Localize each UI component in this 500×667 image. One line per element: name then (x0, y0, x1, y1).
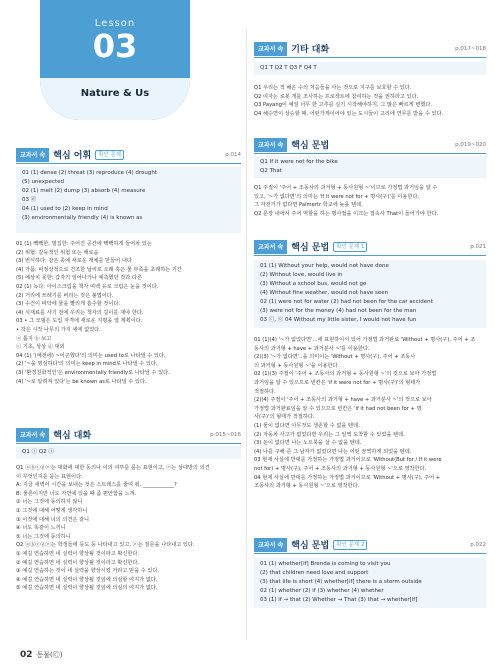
lesson-label: Lesson (94, 18, 136, 29)
section-head-grammar-3 (254, 536, 486, 554)
explanation-line: 사(구)'의 형태가 적절하다. (254, 414, 315, 421)
answer-line: 03 (1) if → that (2) Whether → That (3) that → whether[if] (260, 597, 418, 603)
explanation-line: A: 지금 새벽이 시간을 보내는 것은 스트레스를 줄여 줘. ____________? (16, 482, 177, 489)
dialogue-answer-box (16, 446, 241, 459)
answer-line: 02 (1) were not for water (2) had not been for the car accident (260, 299, 433, 305)
explanation-line: (3) 돈이 없다면 나는 노트북을 살 수 없을 텐데. (254, 440, 362, 447)
section-tag: 교과서 속 (254, 42, 287, 56)
explanation-line: (2) '~을 명심하다'의 의미는 keep in mind로 나타낼 수 있다. (16, 361, 158, 368)
page-footer (20, 650, 63, 660)
explanation-line: (4) '~로 알려져 있다'는 be known as로 나타낼 수 있다. (16, 378, 147, 385)
grammar-3-answer-box (254, 558, 486, 608)
section-title: 핵심 문법 (291, 243, 330, 253)
explanation-line: 01 (1)(4) '~가 없었다면'...에 표현하이서 있어 가정법 과거완료 'Without + 명사(구), 주어 + 조 (254, 337, 476, 343)
explanation-line: 04 현재 사실에 반대를 가정하는 가정법 과거이므로 'Without + 명사(구), 주어 + (254, 474, 441, 481)
explanation-line: ② 예길 연습하면 네 실력이 향상될 것이라고 확신한다. (16, 559, 140, 566)
vocab-answer-box (16, 167, 241, 233)
section-tag: 교과서 속 (254, 138, 287, 152)
section-sub: 확인 문제 2 (333, 540, 367, 550)
answer-line: 03 ⓓ (22, 197, 37, 203)
section-page: p.021 (470, 243, 486, 250)
explanation-line: Q4 해수면이 상승할 때, 어떤가게이어야 있는 도시들이 고리에 연무를 받을 수 있다. (254, 110, 444, 117)
answer-line: (3) were not for the money (4) had not been for the man (260, 308, 417, 314)
section-head-vocab (16, 146, 241, 164)
explanation-line: Q2 문장 내에서 주어 역할을 하는 명사절을 이끄는 접속사 That이 들어가야 한다. (254, 210, 439, 217)
grammar-1-answer-box (254, 156, 486, 178)
answer-line: 01 (1) whether[if] Brenda is coming to visit you (260, 561, 391, 567)
answer-line: Q1 If it were not for the bike (260, 159, 338, 165)
section-page: p.019~020 (455, 141, 486, 148)
section-page: p.014 (225, 151, 241, 158)
explanation-line: 가정법 과거완료임을 알 수 있으므로 빈칸은 'if it had not been for + 명 (254, 405, 422, 412)
explanation-line: ③ 예길 연습하는 것이 네 실력을 향상시킬 거라고 믿을 수 있다. (16, 568, 160, 575)
answer-line: (3) that life is short (4) whether[if] there is a storm outside (260, 579, 422, 585)
footer-label: 동물(Ⓒ) (36, 651, 63, 659)
other-dialogue-explanations (254, 84, 486, 118)
explanation-line: (3) '환경친화적인'은 environmentally friendly로 나타낼 수 있다. (16, 369, 170, 376)
explanation-line: 04 (1) '(예전에) ~이곤했다'의 의미는 used to로 나타낼 수 있다. (16, 352, 166, 359)
explanation-line: 03 현재 사실에 반대를 가정하는 가정법 과거이므로 'Without(But for / If it were (254, 457, 442, 464)
other-dialogue-answer-box (254, 62, 486, 75)
explanation-line: ⑤ 예길 연습하면 네 실력이 향상될 것임에 의심의 여지가 없다. (16, 585, 158, 592)
explanation-line: 이 무엇인지를 묻는 표현이다. (16, 473, 83, 480)
explanation-line: (2)(3) '~가 없다면'..을 의미이는 'Without + 명사(구), 주어 + 조동사 (254, 354, 416, 361)
answer-line: (3) environmentally friendly (4) is known as (22, 215, 143, 221)
explanation-line: (2)(4) 주절이 '주어 + 조동사의 과거형 + have + 과거분사 ~'의 것으로 보아 (254, 397, 432, 404)
explanation-line: Q2 여자는 로봇 개를 조사하는 프로젝트에 참여하는 것을 권하라고 있다. (254, 93, 419, 100)
explanation-line: ⑤ 너는 그것에 동의하니 (16, 533, 71, 540)
explanation-line: (2) 자동차 사고가 없었다면 우리는 그 일찍 도착할 수 있었을 텐데. (254, 431, 405, 438)
section-title: 핵심 어휘 (53, 151, 92, 161)
explanation-line: 동사의 과거형 + have + 과거분사 ~'를 이용한다. (254, 345, 370, 352)
vocab-explanations (16, 240, 241, 386)
explanation-line: 적절하다. (254, 388, 276, 395)
section-head-dialogue (16, 426, 241, 444)
answer-line: Q2 That (260, 168, 282, 174)
section-title: 핵심 문법 (291, 141, 330, 151)
answer-line: Q1 T Q2 T Q3 F Q4 T (260, 65, 317, 71)
section-title: 핵심 대화 (53, 431, 92, 441)
explanation-line: • 작은 시작 나무의 가지 세에 없었다. (16, 326, 101, 333)
section-head-other-dialogue (254, 40, 486, 58)
section-tag: 교과서 속 (16, 148, 49, 162)
explanation-line: (3) 번식하다: 같은 종에 새로운 개체를 만들어 내다 (16, 258, 132, 265)
page-number: 02 (20, 650, 33, 660)
answer-line: (3) Without a school bus, would not go (260, 281, 367, 287)
answer-line: 03 ⓒ, ⓔ 04 Without my little sister, I would not have fun (260, 317, 417, 323)
section-head-grammar-2 (254, 238, 486, 256)
explanation-line: Q1 ⓐⓑⓒⓓⓔ는 대화에 대한 동의나 이의 여부를 묻는 표현이고, ⓔ는 상대방의 의견 (16, 465, 210, 471)
answer-line: (2) Without love, would live in (260, 272, 343, 278)
dialogue-explanations (16, 464, 241, 593)
explanation-line: ① 예길 연습하면 네 실력이 향상될 것이라고 확신한다. (16, 550, 140, 557)
explanation-line: (4) 식재료를 사기 전에 우리는 책자의 길이를 재야 한다. (16, 309, 144, 316)
grammar-1-explanations (254, 184, 486, 218)
explanation-line: Q3 Payang이 예일 너무 한 고추를 실기 시작해야하지, 그 많은 빠르게 변했다. (254, 102, 433, 109)
explanation-line: Q2 ⓐⓑⓒⓓⓔ는 학생들에 등도 등 나타내고 있고, ⓔ는 질문을 나타내고 있다. (16, 542, 195, 549)
section-sub: 확인 문제 1 (333, 242, 367, 252)
lesson-title: Nature & Us (80, 88, 150, 99)
explanation-line: ⓒ 기초, 상상 ⓓ 대외 (16, 344, 65, 351)
explanation-line: (2) 거리에 쓰레기를 버리는 것은 불법이다. (16, 292, 114, 299)
explanation-line: 있고, '~가 없다면'의 의미는 'if it were not for + 명사(구)'를 이용한다. (254, 193, 420, 200)
explanation-line: 조동사의 과거형 + 동사원형 ~'으로 영작한다. (254, 483, 360, 490)
answer-line: Q1 ⓘ Q2 ⓘ (22, 449, 54, 455)
section-head-grammar-1 (254, 136, 486, 154)
section-sub: 확인 문제 (95, 150, 124, 160)
explanation-line: ⓐ 톱지 ⓑ 보고 (16, 335, 52, 342)
explanation-line: Q1 주절이 '주어 + 조동사의 과거형 + 동사원형 ~'이므로 가정법 과거임을 알 수 (254, 185, 438, 191)
explanation-line: (5) 예상치 못한: 갑자기 일어나거나 예측했던 것과 다른 (16, 275, 142, 282)
answer-line: (2) that children need love and support (260, 570, 369, 576)
section-tag: 교과서 속 (254, 538, 287, 552)
answer-line: 01 (1) Without your help, would not have done (260, 263, 389, 269)
explanation-line: Q1 우리는 적 해온 수의 처음들을 사는 것으로 지구를 보호할 수 있다. (254, 85, 412, 91)
answer-line: (4) Without fine weather, would not have seen (260, 290, 389, 296)
explanation-line: ④ 너도 똑같이 느끼니 (16, 525, 66, 532)
explanation-line: 그 자전거가 없다면 Palmertr 학교에 늦을 텐데. (254, 202, 363, 209)
section-title: 기타 대화 (291, 45, 330, 55)
answer-line: 02 (1) melt (2) dump (3) absorb (4) measure (22, 188, 146, 194)
column-divider (246, 30, 247, 640)
section-page: p.015~016 (210, 431, 241, 438)
answer-line: 04 (1) used to (2) keep in mind (22, 206, 108, 212)
explanation-line: 02 (1) 녹다: 아이스크림을 책자 여백 유로 크림은 눈을 것이다. (16, 283, 159, 290)
explanation-line: 03 • 그 모델은 도입 자격에 새로운 지평을 열 계획이다. (16, 318, 143, 325)
explanation-line: ③ 이것에 대해 너의 의견은 같니 (16, 516, 90, 523)
explanation-line: ② 그것에 대해 어떻게 생각하니 (16, 507, 88, 514)
section-page: p.017~018 (455, 45, 486, 52)
section-page: p.022 (470, 541, 486, 548)
explanation-line: (4) 나를 구해 준 그 남자가 없었다면 나는 어떤 끔찍하게 되었을 텐데. (254, 448, 412, 455)
explanation-line: 02 (1)(3) 주절이 '주어 + 조동사의 과거형 + 동사원형 ~'의 것으로 보아 가정법 (254, 371, 437, 378)
explanation-line: 과거임을 알 수 있으므로 빈칸은 'if it were not for + 명사(구)'의 형태가 (254, 379, 421, 386)
explanation-line: (4) 가뭄: 비정상적으로 건조한 날씨로 오래 혹은 물 부족을 초래하는 기간 (16, 266, 182, 273)
section-title: 핵심 문법 (291, 541, 330, 551)
section-tag: 교과서 속 (16, 428, 49, 442)
explanation-line: 의 과거형 + 동사원형 ~'을 이용한다. (254, 362, 340, 369)
grammar-2-explanations (254, 336, 486, 491)
answer-line: 01 (1) dense (2) threat (3) reproduce (4) drought (22, 170, 157, 176)
explanation-line: not for) + 명사(구), 주어 + 조동사의 과거형 + 동사원형 ~'으로 영작한다. (254, 465, 427, 472)
answer-line: (5) unexpected (22, 179, 64, 185)
explanation-line: (1) 물이 없다면 아무것도 생존할 수 없을 텐데. (254, 422, 360, 429)
explanation-line: B: 물론이지만 너도 자연에 있을 때 좀 편안함을 느껴. (16, 490, 137, 497)
explanation-line: ① 너는 그것에 동의하지 않니 (16, 499, 83, 506)
explanation-line: (2) 위협: 갈등적인 위험 또는 해로움 (16, 249, 99, 256)
lesson-title-box (40, 78, 190, 120)
lesson-number: 03 (92, 27, 138, 65)
section-tag: 교과서 속 (254, 240, 287, 254)
explanation-line: (3) 수건이 바닥에 물을 빨리게 흡수할 것이다. (16, 301, 121, 308)
explanation-line: 01 (1) 빽빽한, 밀집한: 주어진 공간에 빽빽하게 들어차 있는 (16, 241, 152, 247)
explanation-line: ④ 예길 연습하면 네 실력이 향상될 것임에 의심할 여지가 없다. (16, 576, 158, 583)
grammar-2-answer-box (254, 260, 486, 328)
answer-line: 02 (1) whether (2) if (3) whether (4) whether (260, 588, 384, 594)
